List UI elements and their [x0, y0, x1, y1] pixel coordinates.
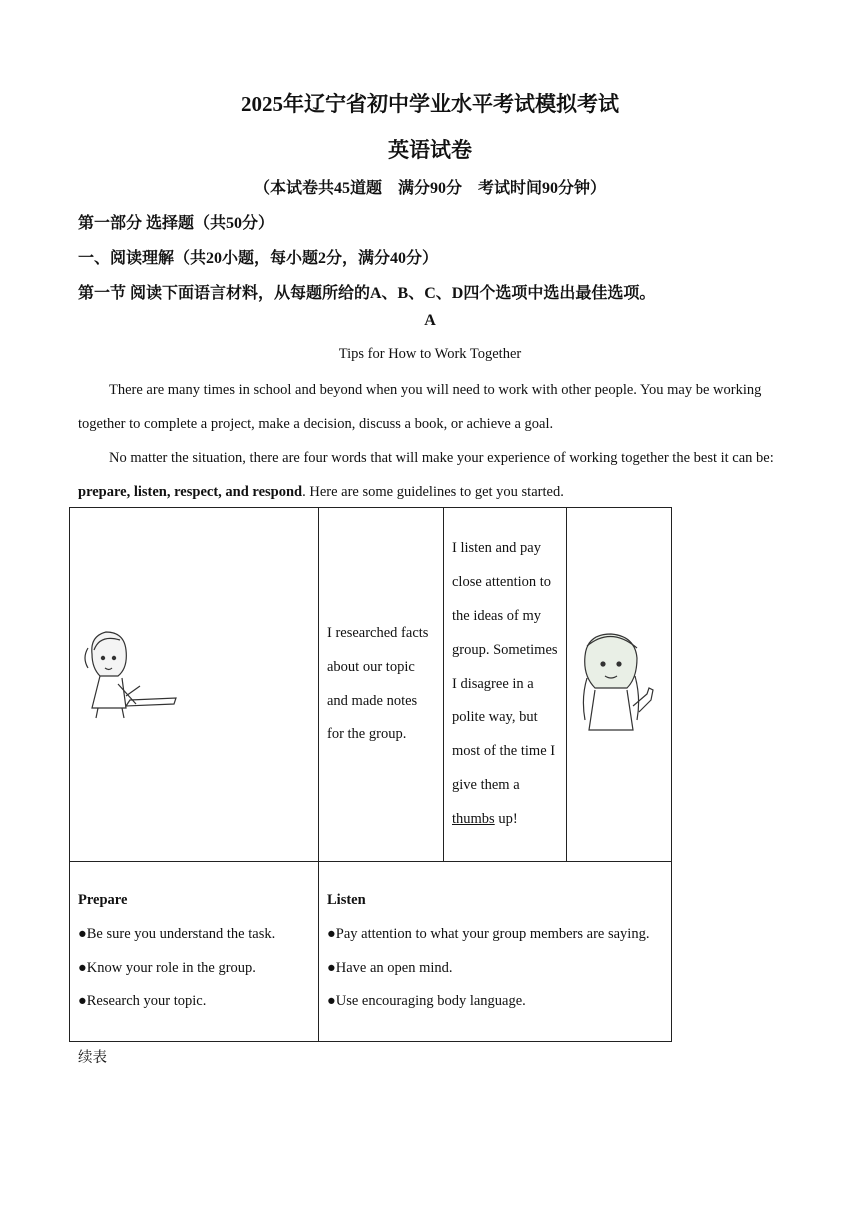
exam-title: 2025年辽宁省初中学业水平考试模拟考试 [241, 92, 619, 116]
section-instructions: 第一节 阅读下面语言材料，从每题所给的A、B、C、D四个选项中选出最佳选项。 [78, 285, 656, 302]
paragraph-2-start: No matter the situation, there are four words that will make your experience of working together the best it can be: [109, 450, 774, 466]
passage-letter: A [424, 312, 436, 329]
quote-listen-text [444, 532, 566, 836]
list-item: ●Have an open mind. [327, 959, 453, 976]
table-row-guidelines [70, 862, 672, 1042]
underlined-word-thumbs: thumbs [452, 810, 495, 827]
listen-list [319, 884, 671, 1019]
quote-listen-end: up! [494, 810, 518, 827]
paragraph-2-end: . Here are some guidelines to get you started. [302, 484, 564, 500]
paragraph-2-keywords: prepare, listen, respect, and respond [78, 484, 303, 500]
tips-table [69, 507, 672, 1042]
list-item: ●Pay attention to what your group members are saying. [327, 925, 650, 942]
passage-body [78, 373, 788, 509]
list-item: ●Be sure you understand the task. [78, 925, 276, 942]
list-item: ●Know your role in the group. [78, 959, 256, 976]
passage-title: Tips for How to Work Together [338, 346, 522, 362]
listen-cell [319, 862, 672, 1042]
girl-writing-cell [70, 508, 319, 862]
prepare-heading: Prepare [78, 891, 128, 908]
reading-heading: 一、阅读理解（共20小题，每小题2分，满分40分） [78, 250, 439, 267]
quote-listen-cell [444, 508, 567, 862]
table-row-illustrations [70, 508, 672, 862]
exam-info: （本试卷共45道题 满分90分 考试时间90分钟） [253, 180, 606, 197]
listen-heading: Listen [327, 891, 366, 908]
part-heading: 第一部分 选择题（共50分） [78, 215, 275, 232]
list-item: ●Use encouraging body language. [327, 993, 526, 1010]
prepare-cell [70, 862, 319, 1042]
girl-writing-illustration [70, 508, 318, 856]
quote-research-text: I researched facts about our topic and made notes for the group. [327, 624, 429, 743]
girl-thumbs-up-illustration [567, 508, 671, 856]
prepare-list [70, 884, 318, 1019]
exam-subtitle: 英语试卷 [388, 138, 472, 162]
quote-listen-main: I listen and pay close attention to the ideas of my group. Sometimes I disagree in a polite way, but most of the time I give them a [452, 540, 558, 793]
quote-research-cell [319, 508, 444, 862]
list-item: ●Research your topic. [78, 993, 207, 1010]
continued-label: 续表 [78, 1050, 107, 1066]
paragraph-2 [78, 441, 788, 509]
girl-thumbs-up-cell [567, 508, 672, 862]
paragraph-1: There are many times in school and beyond when you will need to work with other people. You may be working together to complete a project, make a decision, discuss a book, or achieve a goal. [78, 382, 762, 432]
